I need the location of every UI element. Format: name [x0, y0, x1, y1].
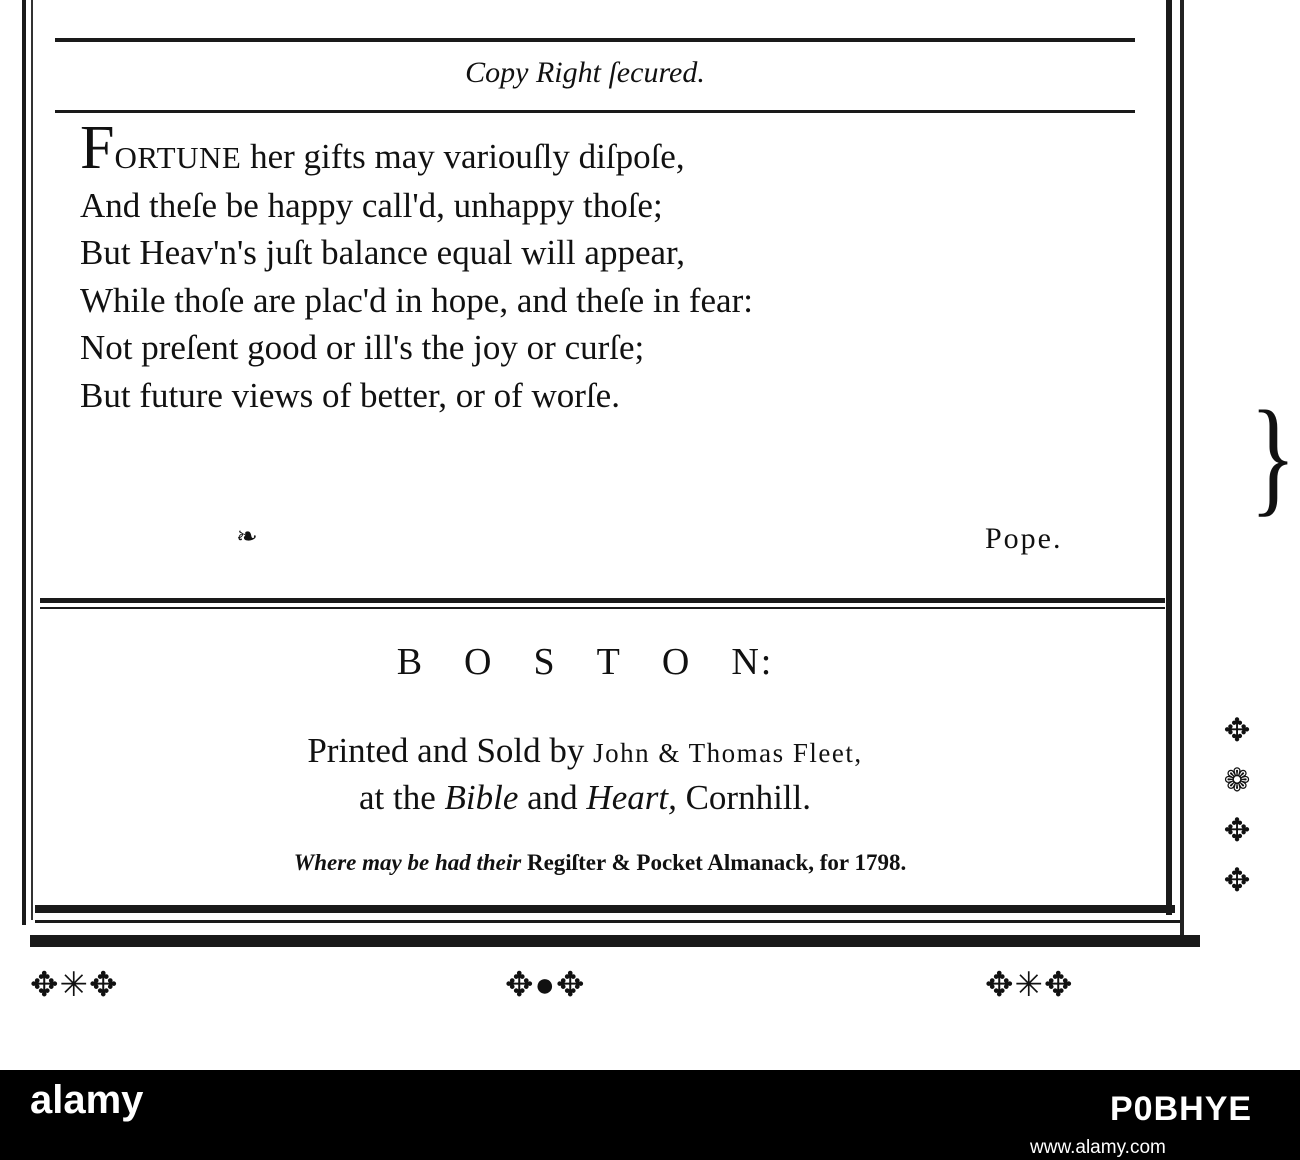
place-suffix: Cornhill.: [676, 778, 812, 817]
almanack-note: [40, 850, 1160, 876]
city-letter: O: [661, 641, 692, 683]
poem-line-5: Not preſent good or ill's the joy or curſe;: [80, 328, 645, 367]
border-rule-right: [1166, 0, 1172, 915]
drop-cap: F: [80, 114, 115, 182]
place-prefix: at the: [358, 778, 445, 817]
place-and: and: [518, 778, 587, 817]
border-rule-left-inner: [31, 0, 33, 920]
poem-line-2: And theſe be happy call'd, unhappy thoſe;: [80, 185, 663, 225]
poem-first-line-text: her gifts may variouſly diſpoſe,: [241, 137, 685, 176]
poem-first-word: ORTUNE: [114, 140, 242, 175]
poem-line-1: [80, 114, 1160, 182]
border-rule-right-outer: [1180, 0, 1184, 935]
note-rest: Regiſter & Pocket Almanack, for 1798.: [521, 850, 907, 875]
small-fleuron-icon: ❧: [236, 522, 258, 551]
ornament-row-middle: ✥●✥: [505, 967, 586, 1004]
rule-bottom-thin: [35, 920, 1180, 923]
place-bible: Bible: [444, 778, 519, 817]
rule-bottom-thick: [35, 905, 1175, 913]
rule-top: [55, 38, 1135, 42]
rule-ornamental-band: [30, 935, 1200, 947]
rule-double-bottom: [40, 607, 1165, 609]
note-italic: Where may be had their: [293, 850, 522, 875]
poem-line-6: But future views of better, or of worſe.: [80, 375, 620, 415]
city-letter: S: [533, 641, 557, 683]
city-letter: O: [464, 641, 494, 683]
rule-under-copyright: [55, 110, 1135, 113]
place-heart: Heart,: [586, 778, 677, 817]
poem-line-4: While thoſe are plac'd in hope, and theſe in fear:: [80, 280, 753, 320]
city-letter: N:: [731, 641, 774, 683]
watermark-logo: alamy: [30, 1078, 144, 1122]
ornament-row-right: ✥✳✥: [985, 967, 1074, 1004]
epigraph-poem: [80, 114, 1160, 419]
watermark-image-id: P0BHYE: [1110, 1090, 1253, 1128]
side-bracket-icon: }: [1250, 383, 1297, 528]
border-rule-left: [22, 0, 26, 925]
poem-line-3: But Heav'n's juſt balance equal will appear,: [80, 233, 686, 272]
rule-double-top: [40, 598, 1165, 603]
side-ornament-column-icon: ✥ ❁ ✥ ✥: [1223, 712, 1251, 898]
imprint-place: [40, 778, 1130, 818]
printer-names: John & Thomas Fleet,: [593, 738, 863, 768]
city-letter: T: [596, 641, 622, 683]
printer-prefix: Printed and Sold by: [307, 731, 594, 770]
watermark-site: www.alamy.com: [1030, 1137, 1166, 1158]
city-letter: B: [396, 641, 425, 683]
imprint-printer: [40, 728, 1130, 776]
imprint-city: [40, 640, 1130, 684]
copyright-notice: Copy Right ſecured.: [465, 56, 705, 89]
poem-author: Pope.: [985, 522, 1063, 555]
ornament-row-left: ✥✳✥: [30, 967, 119, 1004]
